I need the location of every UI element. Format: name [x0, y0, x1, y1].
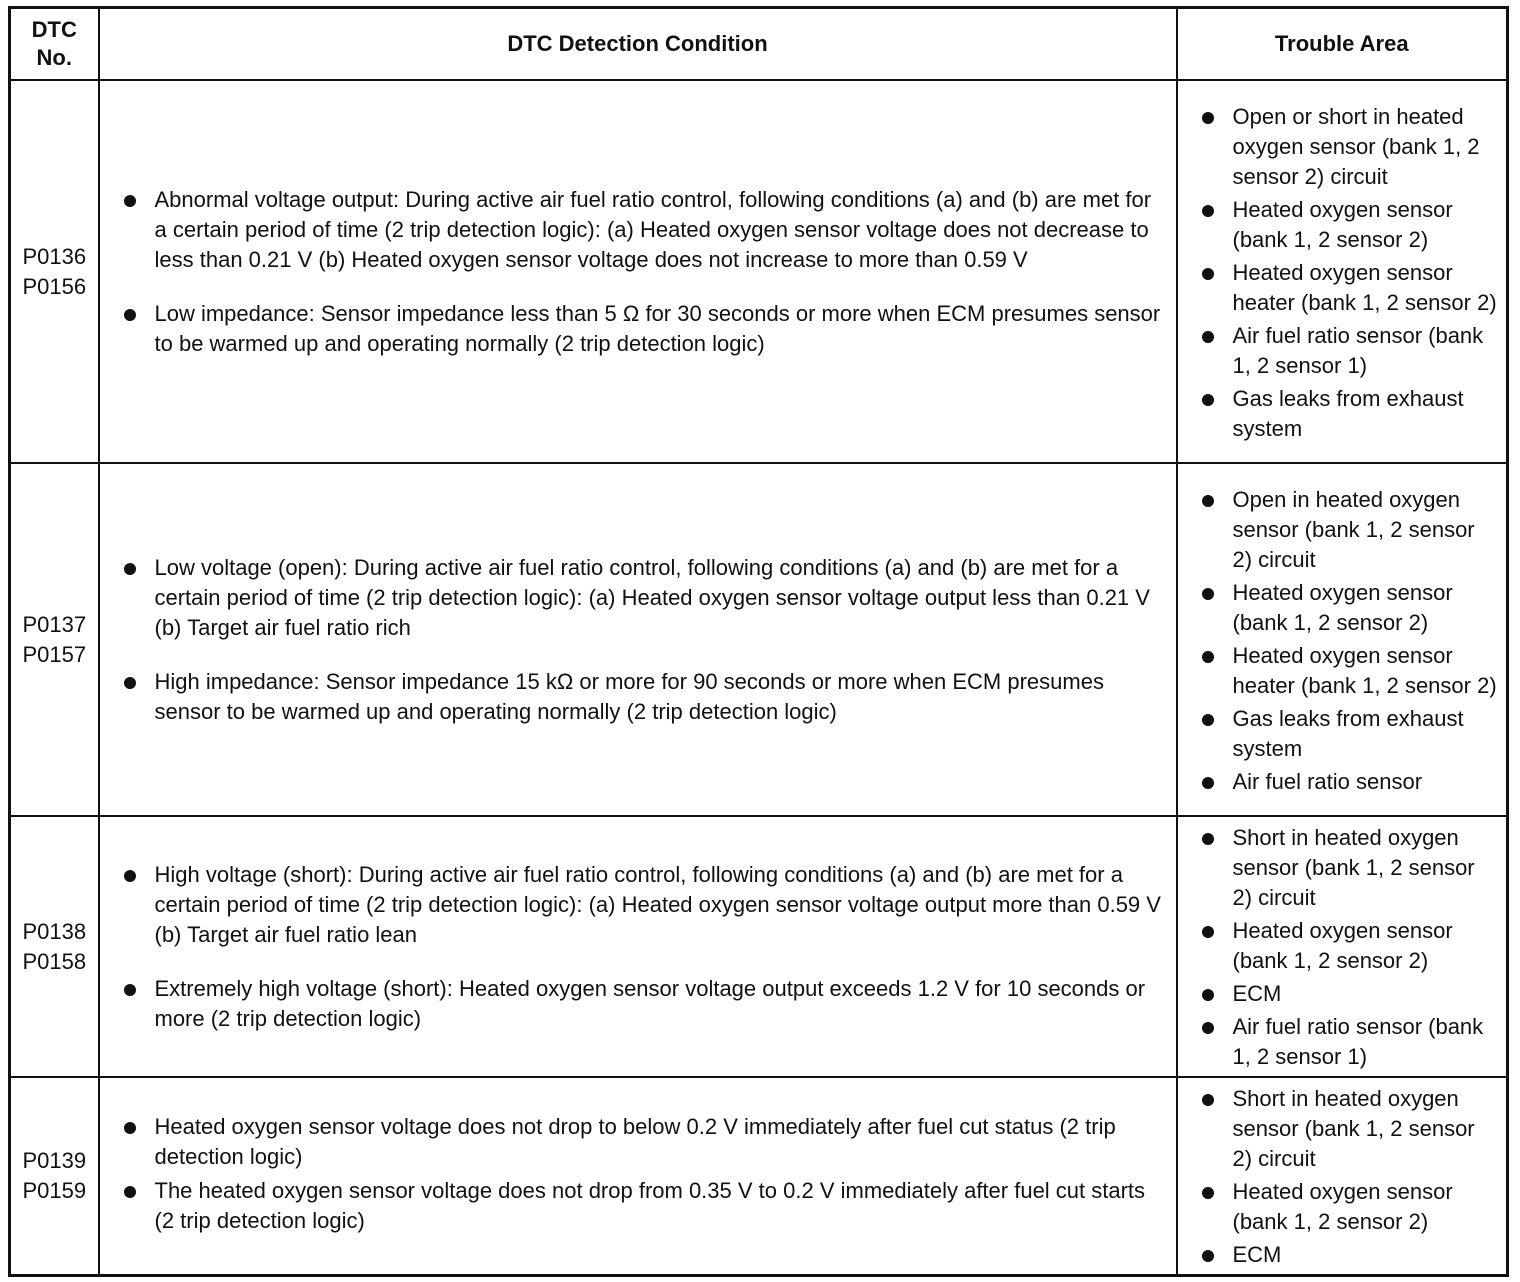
- table-row: [10, 816, 1508, 1077]
- dtc-code: P0157: [22, 641, 87, 667]
- dtc-code: P0156: [22, 273, 87, 299]
- bullet-icon: [1202, 1187, 1214, 1199]
- bullet-icon: [1202, 394, 1214, 406]
- dtc-code: P0136: [22, 243, 87, 269]
- header-trouble-area: Trouble Area: [1177, 8, 1508, 81]
- dtc-code: P0138: [22, 918, 87, 944]
- detection-condition-cell: [99, 80, 1177, 463]
- dtc-code-cell: [10, 1077, 99, 1276]
- bullet-icon: [1202, 588, 1214, 600]
- list-item: High impedance: Sensor impedance 15 kΩ or more for 90 seconds or more when ECM presumes sensor to be warmed up and operating normally (2 trip detection logic): [120, 667, 1164, 727]
- bullet-icon: [124, 309, 136, 321]
- trouble-area-cell: [1177, 1077, 1508, 1276]
- list-item: Low impedance: Sensor impedance less than 5 Ω for 30 seconds or more when ECM presumes sensor to be warmed up and operating normally (2 trip detection logic): [120, 299, 1164, 359]
- bullet-icon: [1202, 777, 1214, 789]
- bullet-icon: [1202, 1022, 1214, 1034]
- list-item: ECM: [1198, 1240, 1499, 1270]
- bullet-icon: [124, 984, 136, 996]
- dtc-table: [8, 6, 1509, 1277]
- bullet-icon: [1202, 495, 1214, 507]
- bullet-icon: [1202, 1250, 1214, 1262]
- table-header-row: [10, 8, 1508, 81]
- bullet-icon: [1202, 926, 1214, 938]
- list-item: High voltage (short): During active air fuel ratio control, following conditions (a) and (b) are met for a certain period of time (2 trip detection logic): (a) Heated oxygen sensor voltage output more than 0.59 V (b) Target air fuel ratio lean: [120, 860, 1164, 950]
- list-item: Heated oxygen sensor voltage does not drop to below 0.2 V immediately after fuel cut status (2 trip detection logic): [120, 1112, 1164, 1172]
- dtc-code: P0158: [22, 948, 87, 974]
- list-item: Heated oxygen sensor heater (bank 1, 2 sensor 2): [1198, 641, 1499, 701]
- bullet-icon: [1202, 833, 1214, 845]
- dtc-code-cell: [10, 80, 99, 463]
- bullet-icon: [124, 195, 136, 207]
- bullet-icon: [124, 1122, 136, 1134]
- bullet-icon: [1202, 651, 1214, 663]
- bullet-icon: [1202, 331, 1214, 343]
- list-item: Air fuel ratio sensor: [1198, 767, 1499, 797]
- trouble-area-cell: [1177, 816, 1508, 1077]
- list-item: Short in heated oxygen sensor (bank 1, 2 sensor 2) circuit: [1198, 1084, 1499, 1174]
- trouble-area-cell: [1177, 463, 1508, 816]
- list-item: Short in heated oxygen sensor (bank 1, 2 sensor 2) circuit: [1198, 823, 1499, 913]
- dtc-code-cell: [10, 463, 99, 816]
- list-item: Heated oxygen sensor (bank 1, 2 sensor 2): [1198, 578, 1499, 638]
- table-row: [10, 80, 1508, 463]
- bullet-icon: [124, 563, 136, 575]
- list-item: Low voltage (open): During active air fuel ratio control, following conditions (a) and (b) are met for a certain period of time (2 trip detection logic): (a) Heated oxygen sensor voltage output less than 0.21 V (b) Target air fuel ratio rich: [120, 553, 1164, 643]
- list-item: The heated oxygen sensor voltage does not drop from 0.35 V to 0.2 V immediately after fuel cut starts (2 trip detection logic): [120, 1176, 1164, 1236]
- detection-condition-cell: [99, 816, 1177, 1077]
- list-item: Gas leaks from exhaust system: [1198, 384, 1499, 444]
- detection-condition-cell: [99, 463, 1177, 816]
- list-item: Heated oxygen sensor (bank 1, 2 sensor 2): [1198, 195, 1499, 255]
- bullet-icon: [1202, 714, 1214, 726]
- list-item: ECM: [1198, 979, 1499, 1009]
- list-item: Air fuel ratio sensor (bank 1, 2 sensor 1): [1198, 1012, 1499, 1072]
- bullet-icon: [1202, 268, 1214, 280]
- list-item: Heated oxygen sensor (bank 1, 2 sensor 2): [1198, 916, 1499, 976]
- table-row: [10, 1077, 1508, 1276]
- bullet-icon: [124, 1186, 136, 1198]
- bullet-icon: [124, 677, 136, 689]
- dtc-code: P0139: [22, 1148, 87, 1173]
- bullet-icon: [1202, 989, 1214, 1001]
- list-item: Open in heated oxygen sensor (bank 1, 2 sensor 2) circuit: [1198, 485, 1499, 575]
- dtc-code-cell: [10, 816, 99, 1077]
- list-item: Heated oxygen sensor (bank 1, 2 sensor 2): [1198, 1177, 1499, 1237]
- dtc-code: P0159: [22, 1178, 87, 1203]
- list-item: Air fuel ratio sensor (bank 1, 2 sensor 1): [1198, 321, 1499, 381]
- list-item: Extremely high voltage (short): Heated oxygen sensor voltage output exceeds 1.2 V for 10 seconds or more (2 trip detection logic): [120, 974, 1164, 1034]
- list-item: Abnormal voltage output: During active air fuel ratio control, following conditions (a) and (b) are met for a certain period of time (2 trip detection logic): (a) Heated oxygen sensor voltage does not decrease to less than 0.21 V (b) Heated oxygen sensor voltage does not increase to more than 0.59 V: [120, 185, 1164, 275]
- bullet-icon: [1202, 112, 1214, 124]
- list-item: Gas leaks from exhaust system: [1198, 704, 1499, 764]
- bullet-icon: [1202, 205, 1214, 217]
- header-detection-condition: DTC Detection Condition: [99, 8, 1177, 81]
- bullet-icon: [124, 870, 136, 882]
- trouble-area-cell: [1177, 80, 1508, 463]
- header-dtc-no: DTC No.: [10, 8, 99, 81]
- bullet-icon: [1202, 1094, 1214, 1106]
- detection-condition-cell: [99, 1077, 1177, 1276]
- list-item: Heated oxygen sensor heater (bank 1, 2 sensor 2): [1198, 258, 1499, 318]
- table-row: [10, 463, 1508, 816]
- dtc-code: P0137: [22, 611, 87, 637]
- list-item: Open or short in heated oxygen sensor (bank 1, 2 sensor 2) circuit: [1198, 102, 1499, 192]
